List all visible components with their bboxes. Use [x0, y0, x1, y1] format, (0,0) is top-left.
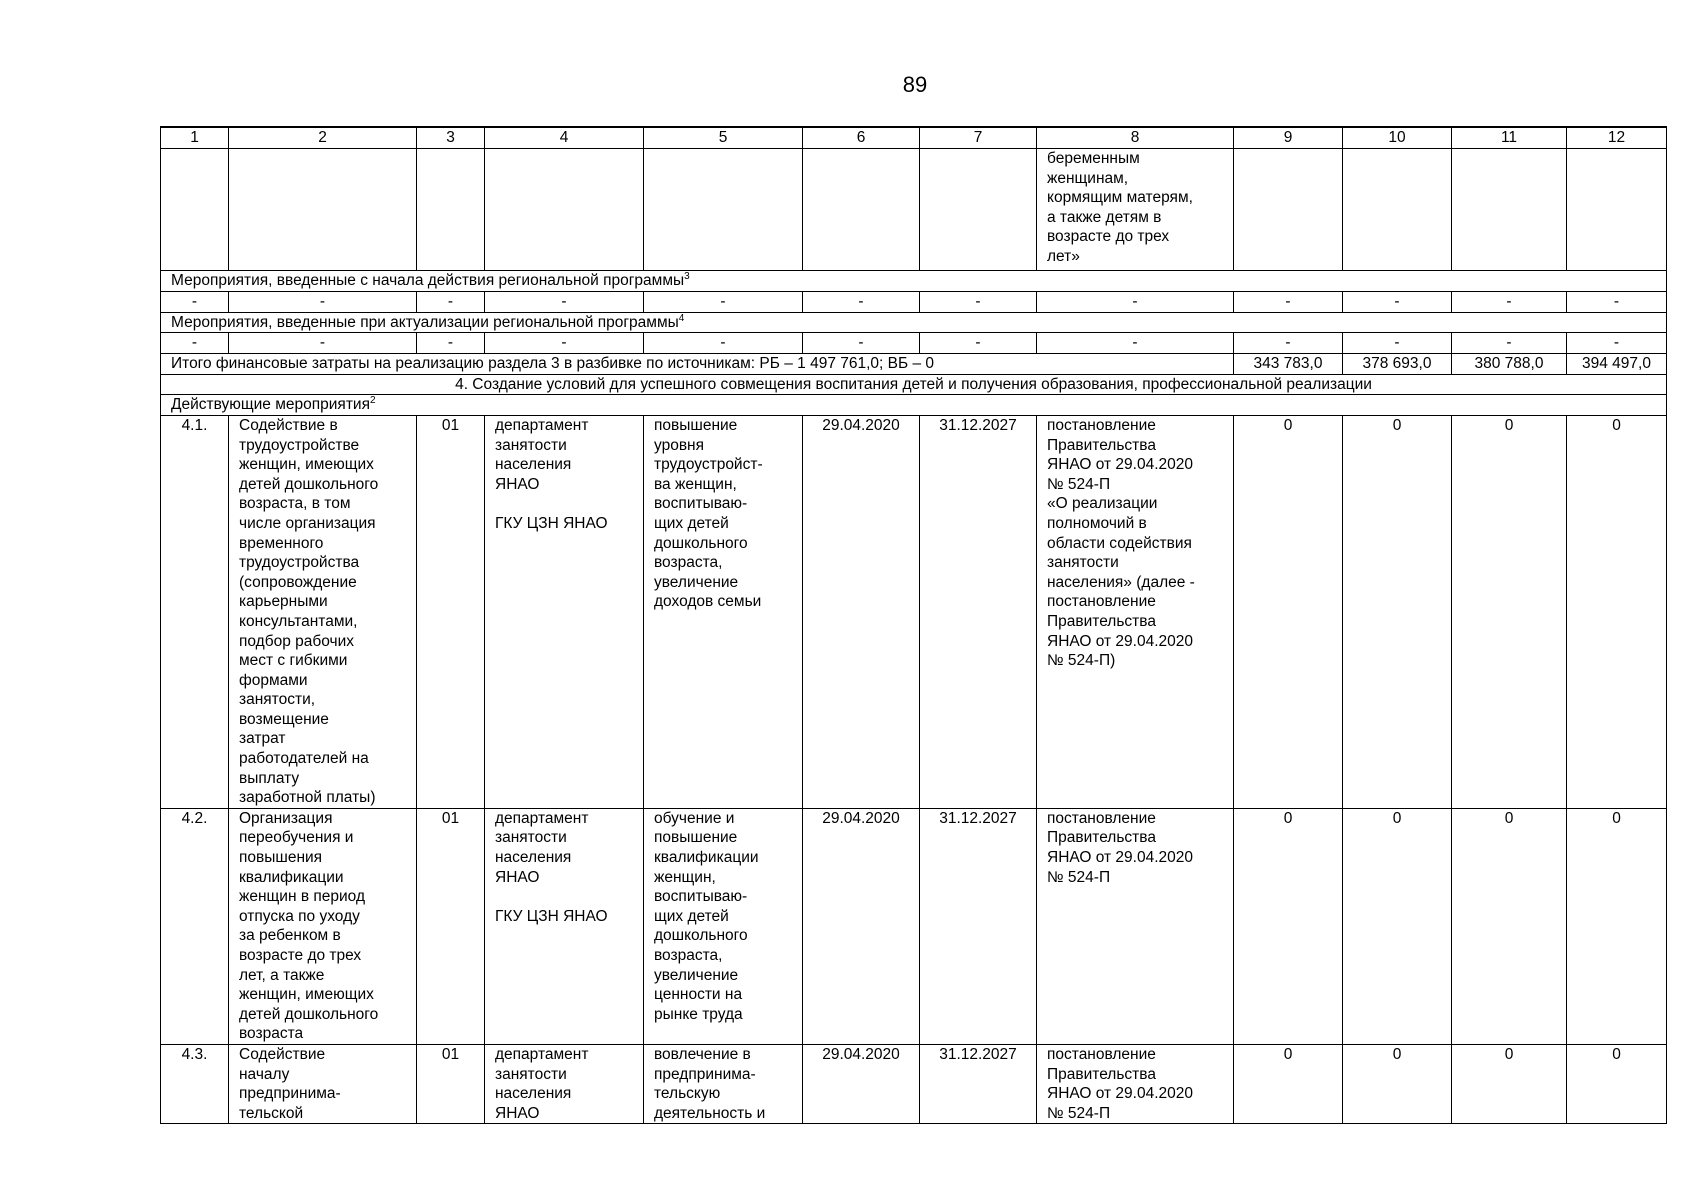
col-header: 2: [229, 127, 417, 149]
value-10: 0: [1343, 415, 1452, 808]
measure-code: 01: [417, 808, 485, 1044]
start-date: 29.04.2020: [803, 415, 920, 808]
continuation-row: [161, 149, 1667, 271]
col-header: 11: [1452, 127, 1567, 149]
start-date: 29.04.2020: [803, 808, 920, 1044]
page-number: 89: [902, 72, 928, 97]
value-11: 0: [1452, 808, 1567, 1044]
current-measures: Действующие мероприятия$^2$: [161, 395, 1667, 416]
row-number: 4.1.: [161, 415, 229, 808]
end-date: 31.12.2027: [920, 808, 1037, 1044]
measure-result: обучение и повышение квалификации женщин, воспитываю- щих детей дошкольного возраста, увеличение ценности на рынке труда: [644, 808, 803, 1044]
table-row: [161, 808, 1667, 1044]
basis-cell: постановление Правительства ЯНАО от 29.04.2020 № 524-П: [1037, 1044, 1234, 1123]
measures-table: [160, 126, 1667, 1124]
measure-executor: департамент занятости населения ЯНАО: [485, 1044, 644, 1123]
total-value: 378 693,0: [1343, 354, 1452, 375]
value-11: 0: [1452, 1044, 1567, 1123]
measure-result: повышение уровня трудоустройст- ва женщин, воспитываю- щих детей дошкольного возраста, увеличение доходов семьи: [644, 415, 803, 808]
col-header: 9: [1234, 127, 1343, 149]
value-9: 0: [1234, 808, 1343, 1044]
measure-name: Содействие началу предпринима- тельской: [229, 1044, 417, 1123]
basis-cell: постановление Правительства ЯНАО от 29.04.2020 № 524-П «О реализации полномочий в области содействия занятости населения» (далее - постановление Правительства ЯНАО от 29.04.2020 № 524-П): [1037, 415, 1234, 808]
col-header: 12: [1567, 127, 1667, 149]
basis-cell: постановление Правительства ЯНАО от 29.04.2020 № 524-П: [1037, 808, 1234, 1044]
total-value: 380 788,0: [1452, 354, 1567, 375]
section-title: 4. Создание условий для успешного совмещения воспитания детей и получения образования, профессиональной реализации: [161, 374, 1667, 395]
measure-executor: департамент занятости населения ЯНАО ГКУ ЦЗН ЯНАО: [485, 415, 644, 808]
group-actualization: Мероприятия, введенные при актуализации региональной программы$^4$: [161, 312, 1667, 333]
group-row: [161, 312, 1667, 333]
group-row: [161, 395, 1667, 416]
dash-row: - - - - - - - - - - - -: [161, 333, 1667, 354]
dash-row: - - - - - - - - - - - -: [161, 291, 1667, 312]
col-header: 3: [417, 127, 485, 149]
row-number: 4.2.: [161, 808, 229, 1044]
value-10: 0: [1343, 808, 1452, 1044]
col-header: 4: [485, 127, 644, 149]
total-label: Итого финансовые затраты на реализацию раздела 3 в разбивке по источникам: РБ – 1 497 761,0; ВБ – 0: [161, 354, 1234, 375]
basis-cell: беременным женщинам, кормящим матерям, а также детям в возрасте до трех лет»: [1037, 149, 1234, 271]
total-row: [161, 354, 1667, 375]
measure-result: вовлечение в предпринима- тельскую деятельность и: [644, 1044, 803, 1123]
col-header: 8: [1037, 127, 1234, 149]
group-row: [161, 271, 1667, 292]
col-header: 1: [161, 127, 229, 149]
start-date: 29.04.2020: [803, 1044, 920, 1123]
value-12: 0: [1567, 1044, 1667, 1123]
value-9: 0: [1234, 1044, 1343, 1123]
measure-code: 01: [417, 415, 485, 808]
table-row: [161, 1044, 1667, 1123]
value-9: 0: [1234, 415, 1343, 808]
measure-executor: департамент занятости населения ЯНАО ГКУ ЦЗН ЯНАО: [485, 808, 644, 1044]
col-header: 5: [644, 127, 803, 149]
measure-code: 01: [417, 1044, 485, 1123]
col-header: 10: [1343, 127, 1452, 149]
total-value: 343 783,0: [1234, 354, 1343, 375]
col-header: 7: [920, 127, 1037, 149]
table-row: [161, 415, 1667, 808]
value-12: 0: [1567, 808, 1667, 1044]
measure-name: Организация переобучения и повышения квалификации женщин в период отпуска по уходу за ребенком в возрасте до трех лет, а также женщин, имеющих детей дошкольного возраста: [229, 808, 417, 1044]
end-date: 31.12.2027: [920, 1044, 1037, 1123]
total-value: 394 497,0: [1567, 354, 1667, 375]
section-row: [161, 374, 1667, 395]
col-header: 6: [803, 127, 920, 149]
value-10: 0: [1343, 1044, 1452, 1123]
column-number-row: [161, 127, 1667, 149]
group-new-start: Мероприятия, введенные с начала действия региональной программы$^3$: [161, 271, 1667, 292]
value-11: 0: [1452, 415, 1567, 808]
measure-name: Содействие в трудоустройстве женщин, имеющих детей дошкольного возраста, в том числе организация временного трудоустройства (сопровождение карьерными консультантами, подбор рабочих мест с гибкими формами занятости, возмещение затрат работодателей на выплату заработной платы): [229, 415, 417, 808]
value-12: 0: [1567, 415, 1667, 808]
row-number: 4.3.: [161, 1044, 229, 1123]
end-date: 31.12.2027: [920, 415, 1037, 808]
